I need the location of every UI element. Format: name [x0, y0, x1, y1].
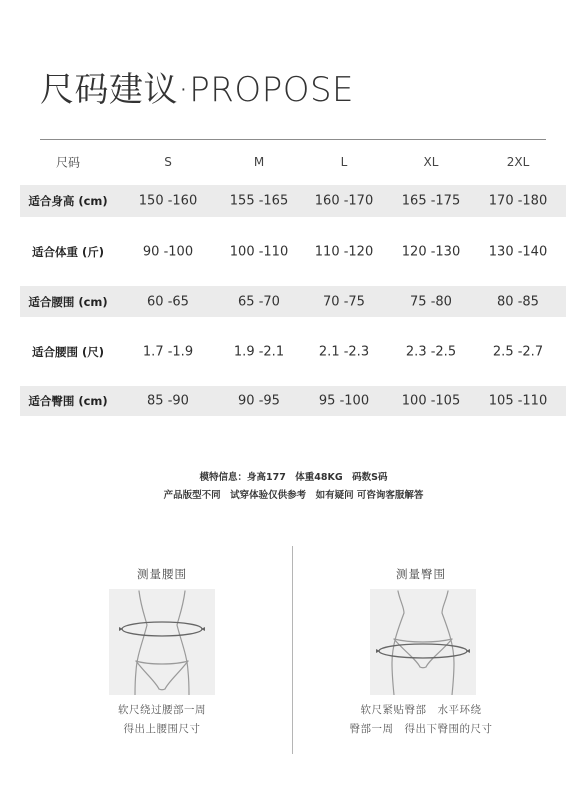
waist-caption-line1: 软尺绕过腰部一周 — [118, 704, 206, 716]
hip-caption-line2: 臀部一周 得出下臀围的尺寸 — [349, 723, 493, 735]
hip-measure-illustration-icon — [370, 589, 476, 695]
table-cell: 100 -105 — [401, 393, 461, 409]
table-cell: 105 -110 — [488, 393, 548, 409]
table-cell: 60 -65 — [147, 294, 189, 309]
table-cell: 90 -100 — [142, 244, 194, 259]
table-cell: 85 -90 — [147, 393, 189, 409]
waist-measure-illustration-icon — [109, 589, 215, 695]
table-cell: 130 -140 — [488, 244, 548, 259]
table-cell: 75 -80 — [410, 294, 452, 309]
waist-measure-title: 测量腰围 — [137, 567, 187, 581]
table-cell: 165 -175 — [401, 193, 461, 209]
table-cell: 120 -130 — [401, 244, 461, 259]
table-cell: 150 -160 — [138, 193, 198, 209]
table-cell: 155 -165 — [229, 193, 289, 209]
table-cell: 100 -110 — [229, 244, 289, 259]
table-row — [20, 317, 566, 386]
header-cell-s: S — [164, 155, 172, 169]
table-cell: 2.3 -2.5 — [405, 344, 457, 359]
header-cell-l: L — [340, 155, 348, 169]
table-cell: 90 -95 — [238, 393, 280, 409]
table-cell: 2.5 -2.7 — [492, 344, 544, 359]
table-cell: 160 -170 — [314, 193, 374, 209]
disclaimer-note: 产品版型不同 试穿体验仅供参考 如有疑问 可咨询客服解答 — [163, 490, 424, 501]
table-cell: 95 -100 — [318, 393, 370, 409]
header-cell-xl: XL — [423, 155, 439, 169]
table-header-row — [20, 140, 566, 184]
page-title: 尺码建议·PROPOSE — [40, 70, 355, 110]
table-row — [20, 286, 566, 317]
table-cell: 65 -70 — [238, 294, 280, 309]
row-label: 适合体重 (斤) — [31, 244, 105, 259]
table-row — [20, 185, 566, 217]
header-cell-size: 尺码 — [55, 155, 81, 170]
table-cell: 80 -85 — [497, 294, 539, 309]
row-label: 适合腰围 (尺) — [31, 344, 105, 359]
table-cell: 170 -180 — [488, 193, 548, 209]
table-cell: 2.1 -2.3 — [318, 344, 370, 359]
table-row — [20, 217, 566, 286]
hip-measure-title: 测量臀围 — [396, 567, 446, 581]
row-label: 适合身高 (cm) — [28, 194, 108, 208]
table-row — [20, 386, 566, 416]
header-cell-m: M — [253, 155, 265, 169]
header-cell-2xl: 2XL — [506, 155, 530, 169]
table-cell: 1.9 -2.1 — [233, 344, 285, 359]
row-label: 适合臀围 (cm) — [28, 394, 108, 408]
section-divider — [292, 546, 293, 754]
table-cell: 70 -75 — [323, 294, 365, 309]
size-table — [20, 140, 566, 416]
waist-caption-line2: 得出上腰围尺寸 — [123, 723, 201, 735]
model-info-note: 模特信息：身高177 体重48KG 码数S码 — [199, 472, 388, 483]
table-cell: 110 -120 — [314, 244, 374, 259]
table-cell: 1.7 -1.9 — [142, 344, 194, 359]
row-label: 适合腰围 (cm) — [28, 294, 108, 309]
hip-caption-line1: 软尺紧贴臀部 水平环绕 — [360, 704, 482, 716]
